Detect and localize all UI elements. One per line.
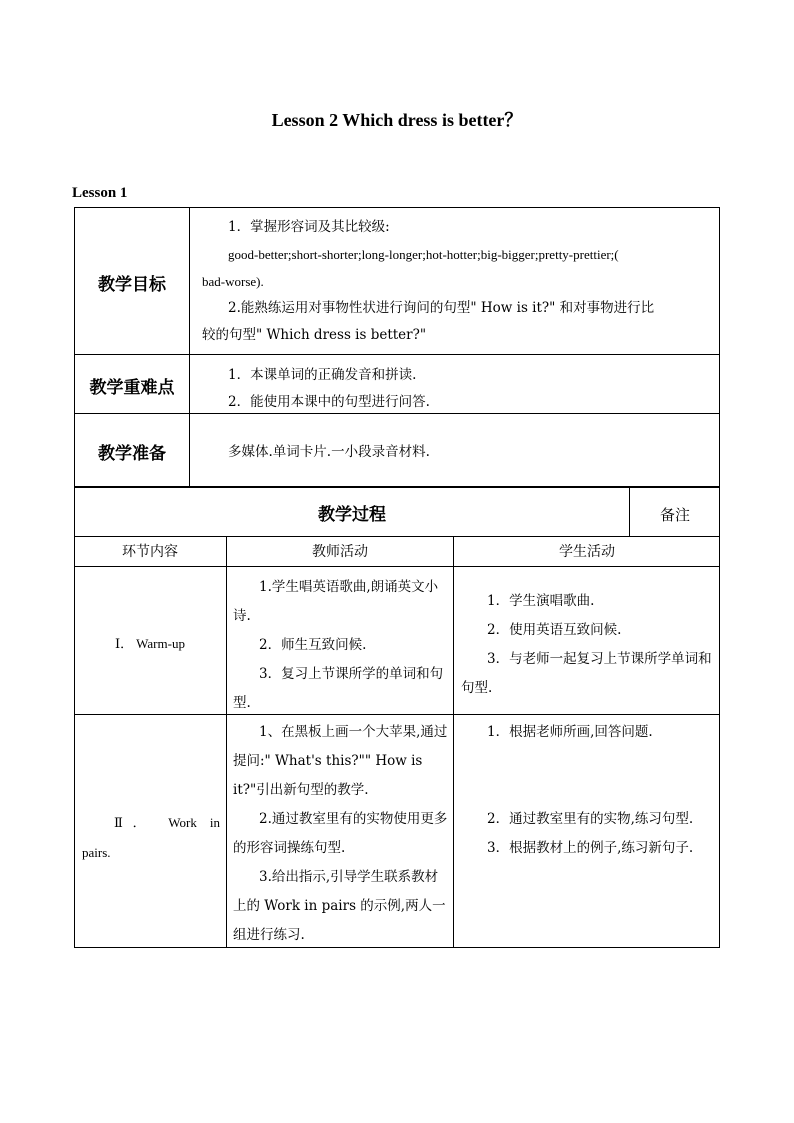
prep-label: 教学准备 xyxy=(98,444,166,464)
goals-line: 2.能熟练运用对事物性状进行询问的句型" How is it?" 和对事物进行比 xyxy=(228,300,655,316)
col-header-teacher: 教师活动 xyxy=(312,544,368,560)
goals-label: 教学目标 xyxy=(98,275,166,295)
process-title: 教学过程 xyxy=(318,505,386,525)
stage-warm-up: Ⅰ． Warm-up xyxy=(115,636,185,651)
teacher-activities xyxy=(233,718,449,950)
teacher-activity: 1.学生唱英语歌曲,朗诵英文小诗. xyxy=(233,579,439,624)
goals-line: 较的句型" Which dress is better?" xyxy=(202,327,427,343)
teacher-activities xyxy=(233,573,449,718)
goals-line: good-better;short-shorter;long-longer;hot-hotter;big-bigger;pretty-prettier;( xyxy=(228,247,619,262)
teacher-activity: 3.给出指示,引导学生联系教材上的 Work in pairs 的示例,两人一组进行练习. xyxy=(233,869,446,943)
row-divider xyxy=(74,536,720,537)
key-points-content xyxy=(202,362,714,416)
col-header-stage: 环节内容 xyxy=(122,544,178,560)
student-activity: 1．学生演唱歌曲. xyxy=(487,593,595,609)
lesson-heading: Lesson 1 xyxy=(72,185,128,201)
student-activity: 3．根据教材上的例子,练习新句子. xyxy=(487,840,694,856)
goals-content xyxy=(202,214,714,349)
prep-content: 多媒体.单词卡片.一小段录音材料. xyxy=(228,444,430,460)
col-divider xyxy=(226,536,227,948)
col-header-student: 学生活动 xyxy=(559,544,615,560)
student-activity: 3．与老师一起复习上节课所学单词和句型. xyxy=(461,651,712,696)
notes-label: 备注 xyxy=(659,506,690,524)
stage-line: pairs. xyxy=(82,845,111,860)
student-activity: 2．通过教室里有的实物,练习句型. xyxy=(487,811,694,827)
col-divider xyxy=(453,536,454,948)
teacher-activity: 2．师生互致问候. xyxy=(259,637,367,653)
student-activities xyxy=(461,718,715,863)
teacher-activity: 1、在黑板上画一个大苹果,通过提问:" What's this?"" How is it?"引出新句型的教学. xyxy=(233,724,448,798)
stage-work-in-pairs xyxy=(82,808,220,868)
student-activity: 1．根据老师所画,回答问题. xyxy=(487,724,653,740)
key-point-line: 1．本课单词的正确发音和拼读. xyxy=(228,367,417,383)
goals-line: bad-worse). xyxy=(202,274,264,289)
teacher-activity: 2.通过教室里有的实物使用更多的形容词操练句型. xyxy=(233,811,448,856)
stage-line: Ⅱ． Work in xyxy=(114,815,220,830)
student-activities xyxy=(461,587,715,703)
key-point-line: 2．能使用本课中的句型进行问答. xyxy=(228,394,430,410)
goals-line: 1．掌握形容词及其比较级: xyxy=(228,219,390,235)
row-divider xyxy=(74,566,720,567)
key-points-label: 教学重难点 xyxy=(89,378,175,398)
student-activity: 2．使用英语互致问候. xyxy=(487,622,622,638)
document-title: Lesson 2 Which dress is better？ xyxy=(271,110,523,130)
row-divider xyxy=(74,354,720,355)
teacher-activity: 3．复习上节课所学的单词和句型. xyxy=(233,666,444,711)
